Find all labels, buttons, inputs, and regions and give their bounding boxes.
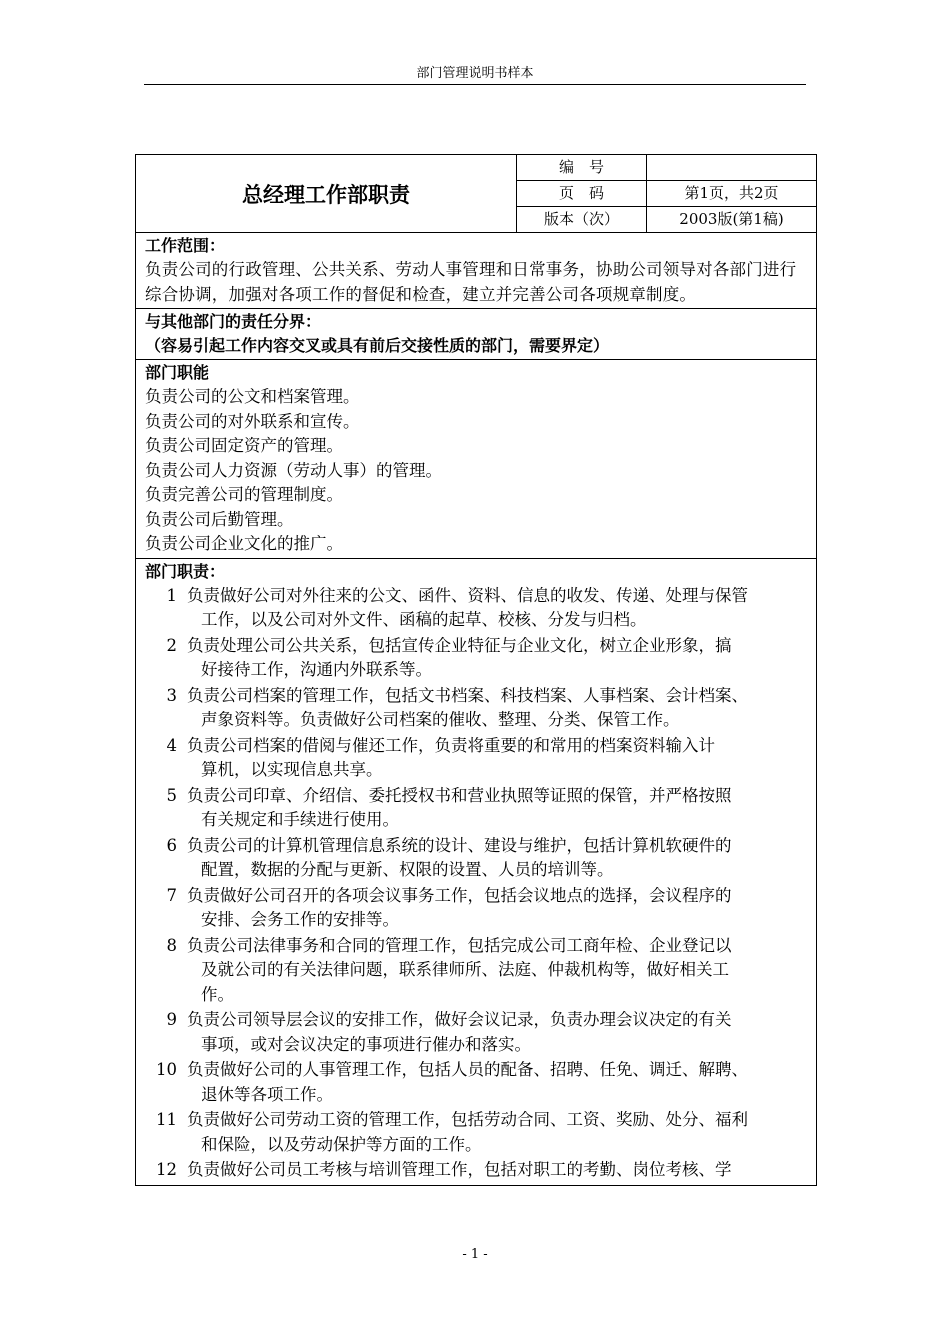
duty-line: 及就公司的有关法律问题，联系律师所、法庭、仲裁机构等，做好相关工 (201, 960, 729, 979)
page-header: 部门管理说明书样本 (144, 64, 806, 85)
duty-item (145, 584, 808, 633)
duty-number: 2 (166, 635, 177, 655)
function-item: 负责公司后勤管理。 (145, 509, 294, 529)
duty-number: 1 (166, 585, 177, 605)
functions-title: 部门职能 (145, 363, 210, 382)
duty-item (145, 884, 808, 933)
responsibility-table (135, 154, 817, 1186)
meta-value-page: 第1页，共2页 (647, 181, 817, 207)
duty-number: 10 (156, 1060, 177, 1079)
meta-label-version: 版本（次） (517, 207, 647, 233)
duty-text (187, 1108, 808, 1157)
function-item: 负责完善公司的管理制度。 (145, 485, 343, 504)
duty-number: 9 (166, 1010, 177, 1029)
duty-number: 8 (166, 935, 177, 955)
function-item: 负责公司的对外联系和宣传。 (145, 411, 360, 431)
duty-line: 负责公司档案的管理工作，包括文书档案、科技档案、人事档案、会计档案、 (187, 685, 748, 705)
duty-line: 负责做好公司员工考核与培训管理工作，包括对职工的考勤、岗位考核、学 (187, 1160, 732, 1179)
duty-line: 好接待工作，沟通内外联系等。 (201, 660, 432, 679)
duty-line: 负责公司的计算机管理信息系统的设计、建设与维护，包括计算机软硬件的 (187, 835, 732, 855)
duty-line: 负责做好公司对外往来的公文、函件、资料、信息的收发、传递、处理与保管 (187, 585, 748, 605)
duty-text (187, 884, 808, 933)
duty-line: 退休等各项工作。 (201, 1084, 333, 1104)
duty-text (187, 734, 808, 783)
meta-label-number: 编 号 (517, 155, 647, 181)
duty-line: 负责做好公司劳动工资的管理工作，包括劳动合同、工资、奖励、处分、福利 (187, 1110, 748, 1129)
duty-line: 有关规定和手续进行使用。 (201, 810, 399, 829)
duties-section (136, 558, 817, 1185)
duty-line: 事项，或对会议决定的事项进行催办和落实。 (201, 1034, 531, 1054)
duty-item (145, 1108, 808, 1157)
duty-number: 5 (166, 785, 177, 805)
duty-item (145, 734, 808, 783)
scope-title: 工作范围： (145, 236, 226, 255)
duty-number: 3 (166, 685, 177, 705)
scope-text: 负责公司的行政管理、公共关系、劳动人事管理和日常事务，协助公司领导对各部门进行综合协调，加强对各项工作的督促和检查，建立并完善公司各项规章制度。 (145, 260, 797, 304)
duty-line: 负责做好公司的人事管理工作，包括人员的配备、招聘、任免、调迁、解聘、 (187, 1060, 748, 1079)
functions-section (136, 360, 817, 559)
duty-line: 负责公司档案的借阅与催还工作，负责将重要的和常用的档案资料输入计 (187, 735, 715, 755)
duty-line: 和保险，以及劳动保护等方面的工作。 (201, 1134, 482, 1154)
duty-item (145, 634, 808, 683)
duty-text (187, 784, 808, 833)
duty-text (187, 684, 808, 733)
duty-number: 6 (166, 835, 177, 855)
duty-line: 负责公司领导层会议的安排工作，做好会议记录，负责办理会议决定的有关 (187, 1010, 732, 1029)
duty-line: 负责处理公司公共关系，包括宣传企业特征与企业文化，树立企业形象，搞 (187, 635, 732, 655)
duty-text (187, 1058, 808, 1107)
boundary-note: （容易引起工作内容交叉或具有前后交接性质的部门，需要界定） (145, 336, 610, 355)
duty-line: 作。 (201, 984, 234, 1004)
scope-section (136, 233, 817, 309)
duty-number: 7 (166, 885, 177, 905)
duty-number: 11 (156, 1110, 177, 1129)
duty-item (145, 934, 808, 1008)
duty-item (145, 1008, 808, 1057)
boundary-section (136, 309, 817, 360)
duty-text (187, 1158, 808, 1183)
duty-item (145, 834, 808, 883)
duty-number: 12 (156, 1160, 177, 1179)
duty-item (145, 784, 808, 833)
function-item: 负责公司企业文化的推广。 (145, 534, 343, 553)
boundary-title: 与其他部门的责任分界： (145, 312, 322, 331)
duty-line: 算机，以实现信息共享。 (201, 760, 383, 779)
duty-line: 工作，以及公司对外文件、函稿的起草、校核、分发与归档。 (201, 610, 647, 629)
function-item: 负责公司固定资产的管理。 (145, 436, 343, 455)
doc-title: 总经理工作部职责 (136, 155, 517, 233)
duty-text (187, 634, 808, 683)
meta-value-number (647, 155, 817, 181)
duties-title: 部门职责： (145, 561, 226, 581)
duty-number: 4 (166, 735, 177, 755)
duty-line: 负责做好公司召开的各项会议事务工作，包括会议地点的选择，会议程序的 (187, 885, 732, 905)
duty-line: 负责公司法律事务和合同的管理工作，包括完成公司工商年检、企业登记以 (187, 935, 732, 955)
meta-label-page: 页 码 (517, 181, 647, 207)
duty-line: 负责公司印章、介绍信、委托授权书和营业执照等证照的保管，并严格按照 (187, 785, 732, 805)
duty-item (145, 684, 808, 733)
page-number: - 1 - (462, 1247, 488, 1262)
duty-text (187, 834, 808, 883)
duty-item (145, 1058, 808, 1107)
function-item: 负责公司人力资源（劳动人事）的管理。 (145, 460, 442, 480)
duty-line: 配置，数据的分配与更新、权限的设置、人员的培训等。 (201, 860, 614, 879)
function-item: 负责公司的公文和档案管理。 (145, 387, 360, 406)
duty-text (187, 1008, 808, 1057)
duty-item (145, 1158, 808, 1183)
duty-list (145, 584, 808, 1183)
duty-text (187, 584, 808, 633)
duty-line: 声象资料等。负责做好公司档案的催收、整理、分类、保管工作。 (201, 710, 680, 729)
meta-value-version: 2003版(第1稿) (647, 207, 817, 233)
duty-line: 安排、会务工作的安排等。 (201, 910, 399, 929)
duty-text (187, 934, 808, 1008)
